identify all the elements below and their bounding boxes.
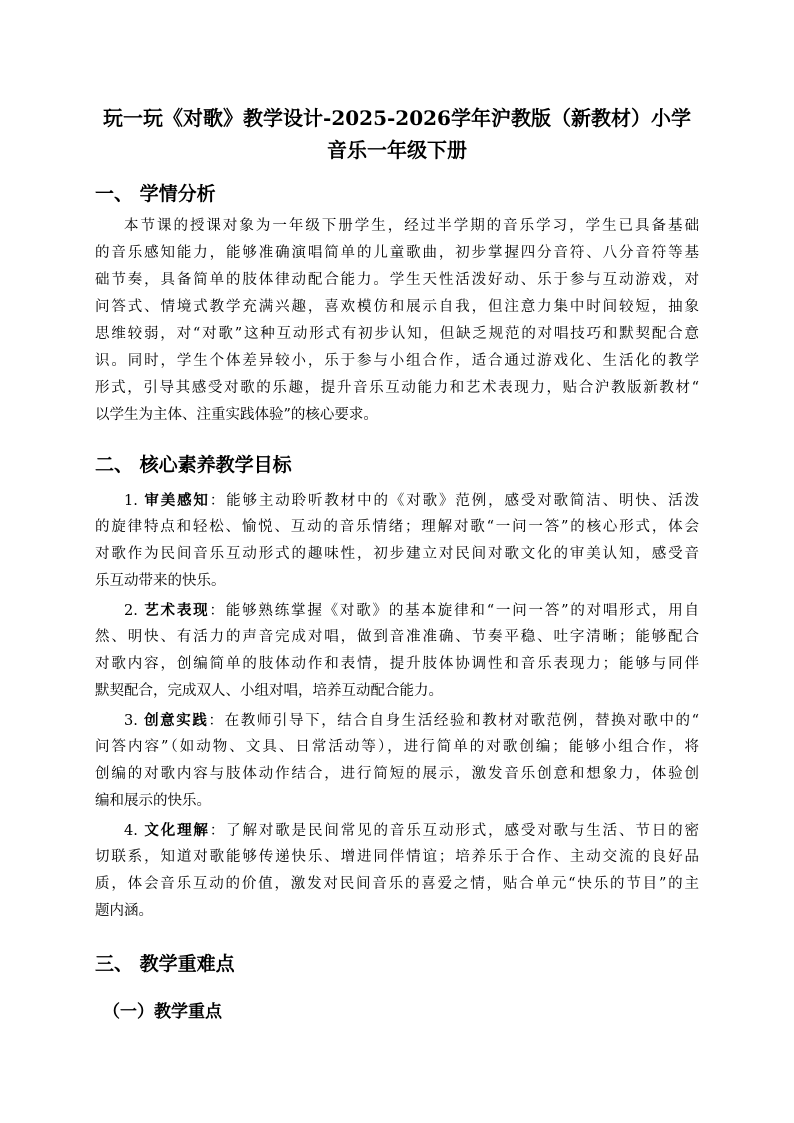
goal-number: 4. [124,823,145,839]
paragraph-line: 础节奏，具备简单的肢体律动配合能力。学生天性活泼好动、乐于参与互动游戏，对 [95,272,699,288]
paragraph-line: 质，体会音乐互动的价值，激发对民间音乐的喜爱之情，贴合单元“快乐的节目”的主 [95,876,699,892]
goal-label: 艺术表现 [144,602,210,619]
goal-aesthetic-perception [95,487,699,595]
goal-label: 文化理解 [144,822,210,839]
document-title-line-1: 玩一玩《对歌》教学设计-2025-2026学年沪教版（新教材）小学 [103,106,691,130]
goal-text: ：了解对歌是民间常见的音乐互动形式，感受对歌与生活、节日的密 [209,823,700,839]
subsection-heading-teaching-focus: （一）教学重点 [103,1002,222,1022]
paragraph-line: 切联系，知道对歌能够传递快乐、增进同伴情谊；培养乐于合作、主动交流的良好品 [95,849,699,865]
goal-creative-practice [95,707,699,815]
goal-number: 1. [124,493,145,509]
paragraph-line: 默契配合，完成双人、小组对唱，培养互动配合能力。 [95,683,443,699]
goal-artistic-expression [95,597,699,705]
paragraph-line: 题内涵。 [95,903,153,919]
paragraph-line: 以学生为主体、注重实践体验”的核心要求。 [95,407,378,423]
learner-analysis-paragraph [95,213,699,429]
section-heading-core-literacy-goals: 二、 核心素养教学目标 [95,454,292,476]
goal-text: ：在教师引导下，结合自身生活经验和教材对歌范例，替换对歌中的“ [208,713,700,729]
paragraph-line: 的旋律特点和轻松、愉悦、互动的音乐情绪；理解对歌“一问一答”的核心形式，体会 [95,519,699,535]
paragraph-line: 形式，引导其感受对歌的乐趣，提升音乐互动能力和艺术表现力，贴合沪教版新教材“ [95,380,699,396]
goal-number: 3. [124,713,145,729]
paragraph-line: 对歌内容，创编简单的肢体动作和表情，提升肢体协调性和音乐表现力；能够与同伴 [95,656,699,672]
goal-first-line [95,817,699,844]
goal-first-line [95,597,699,624]
goal-number: 2. [124,603,145,619]
document-title-line-2: 音乐一年级下册 [327,138,467,162]
goal-cultural-understanding [95,817,699,925]
section-heading-key-difficult-points: 三、 教学重难点 [95,953,235,975]
goal-text: ：能够主动聆听教材中的《对歌》范例，感受对歌简洁、明快、活泼 [209,493,700,509]
paragraph-line: 然、明快、有活力的声音完成对唱，做到音准准确、节奏平稳、吐字清晰；能够配合 [95,629,699,645]
paragraph-line: 的音乐感知能力，能够准确演唱简单的儿童歌曲，初步掌握四分音符、八分音符等基 [95,245,699,261]
goal-first-line [95,707,699,734]
paragraph-line: 思维较弱，对“对歌”这种互动形式有初步认知，但缺乏规范的对唱技巧和默契配合意 [95,326,699,342]
paragraph-line: 识。同时，学生个体差异较小，乐于参与小组合作，适合通过游戏化、生活化的教学 [95,353,699,369]
paragraph-line: 对歌作为民间音乐互动形式的趣味性，初步建立对民间对歌文化的审美认知，感受音 [95,546,699,562]
goal-first-line [95,487,699,514]
section-heading-learner-analysis: 一、 学情分析 [95,183,216,205]
goal-label: 创意实践 [144,712,209,729]
paragraph-line: 创编的对歌内容与肢体动作结合，进行简短的展示，激发音乐创意和想象力，体验创 [95,766,699,782]
paragraph-line: 编和展示的快乐。 [95,793,211,809]
paragraph-line: 问答内容”（如动物、文具、日常活动等），进行简单的对歌创编；能够小组合作，将 [95,739,699,755]
goal-label: 审美感知 [144,492,210,509]
paragraph-line: 本节课的授课对象为一年级下册学生，经过半学期的音乐学习，学生已具备基础 [124,218,699,234]
paragraph-line: 问答式、情境式教学充满兴趣，喜欢模仿和展示自我，但注意力集中时间较短，抽象 [95,299,699,315]
goal-text: ：能够熟练掌握《对歌》的基本旋律和“一问一答”的对唱形式，用自 [209,603,699,619]
paragraph-line: 乐互动带来的快乐。 [95,573,226,589]
